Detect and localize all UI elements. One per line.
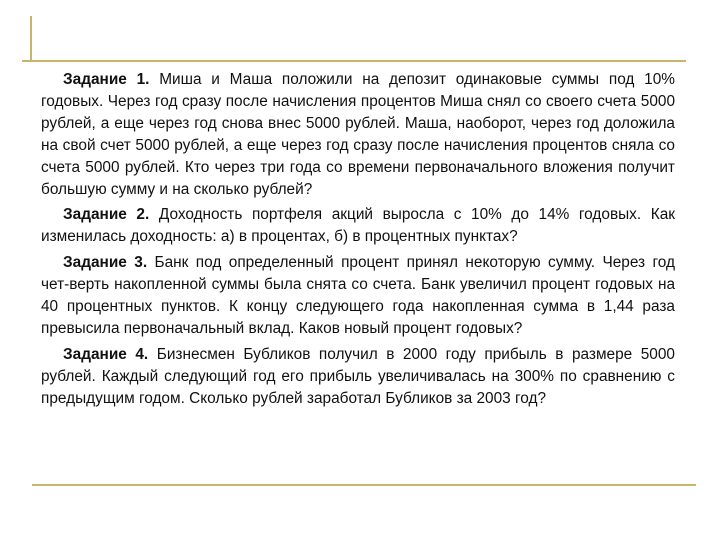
task-2 bbox=[41, 204, 675, 248]
task-2-label: Задание 2. bbox=[63, 206, 150, 224]
task-2-text: Доходность портфеля акций выросла с 10% до 14% годовых. Как изменилась доходность: а) в процентах, б) в процентных пунктах? bbox=[41, 206, 675, 246]
task-3-label: Задание 3. bbox=[63, 254, 148, 272]
task-1 bbox=[41, 69, 675, 200]
task-3 bbox=[41, 252, 675, 340]
task-list bbox=[41, 69, 675, 414]
frame-bottom-line bbox=[32, 484, 696, 486]
task-1-label: Задание 1. bbox=[63, 71, 150, 88]
frame-top-line bbox=[22, 60, 686, 62]
task-1-text: Миша и Маша положили на депозит одинаковые суммы под 10% годовых. Через год сразу после начисления процентов Миша снял со своего счета 5000 рублей, а еще через год снова внес 5000 рублей. Маша, наоборот, через год доложила на свой счет 5000 рублей, а еще через год сразу после начисления процентов сняла со счета 5000 рублей. Кто через три года со времени первоначального вложения получит большую сумму и на сколько рублей? bbox=[41, 71, 675, 198]
task-4 bbox=[41, 344, 675, 410]
task-3-text: Банк под определенный процент принял некоторую сумму. Через год чет-верть накопленной суммы была снята со счета. Банк увеличил процент годовых на 40 процентных пунктов. К концу следующего года накопленная сумма в 1,44 раза превысила первоначальный вклад. Каков новый процент годовых? bbox=[41, 254, 675, 337]
task-4-text: Бизнесмен Бубликов получил в 2000 году прибыль в размере 5000 рублей. Каждый следующий год его прибыль увеличивалась на 300% по сравнению с предыдущим годом. Сколько рублей заработал Бубликов за 2003 год? bbox=[41, 345, 675, 407]
task-4-label: Задание 4. bbox=[63, 345, 149, 363]
frame-left-line bbox=[30, 16, 32, 62]
